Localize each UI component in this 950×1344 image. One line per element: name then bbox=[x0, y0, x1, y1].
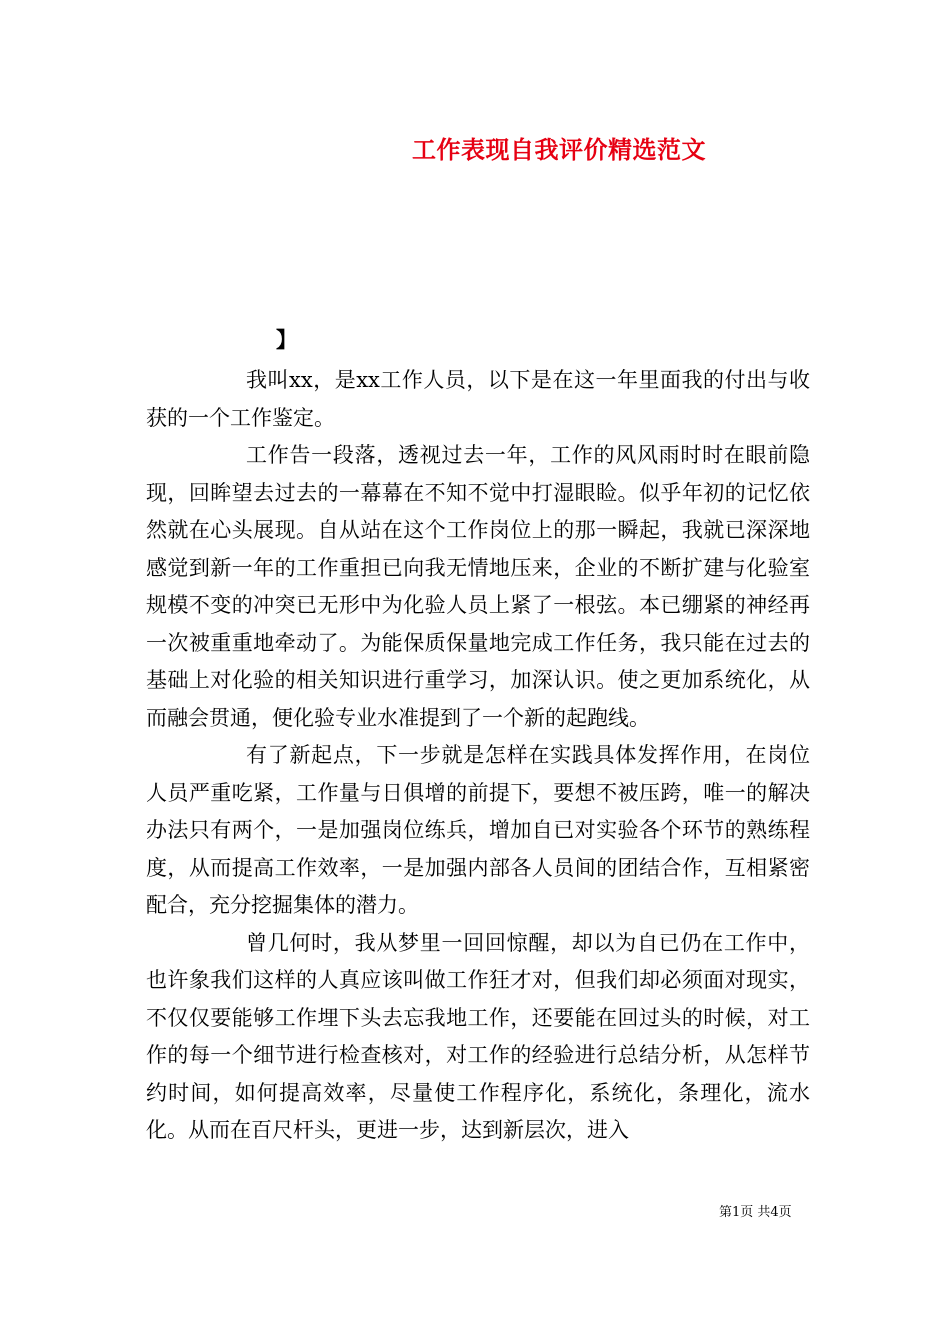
document-title: 工作表现自我评价精选范文 bbox=[412, 135, 706, 164]
document-body bbox=[146, 362, 810, 1150]
paragraph-new-start: 有了新起点，下一步就是怎样在实践具体发挥作用，在岗位人员严重吃紧，工作量与日俱增的前提下，要想不被压跨，唯一的解决办法只有两个，一是加强岗位练兵，增加自已对实验各个环节的熟练程度，从而提高工作效率，一是加强内部各人员间的团结合作，互相紧密配合，充分挖掘集体的潜力。 bbox=[146, 743, 810, 917]
bracket-mark: 】 bbox=[276, 327, 297, 352]
paragraph-intro: 我叫xx，是xx工作人员，以下是在这一年里面我的付出与收获的一个工作鉴定。 bbox=[146, 368, 810, 430]
paragraph-review: 工作告一段落，透视过去一年，工作的风风雨时时在眼前隐现，回眸望去过去的一幕幕在不知不觉中打湿眼睑。似乎年初的记忆依然就在心头展现。自从站在这个工作岗位上的那一瞬起，我就已深深地感觉到新一年的工作重担已向我无情地压来，企业的不断扩建与化验室规模不变的冲突已无形中为化验人员上紧了一根弦。本已绷紧的神经再一次被重重地牵动了。为能保质保量地完成工作任务，我只能在过去的基础上对化验的相关知识进行重学习，加深认识。使之更加系统化，从而融会贯通，便化验专业水准提到了一个新的起跑线。 bbox=[146, 443, 810, 730]
page-number: 第1页 共4页 bbox=[719, 1205, 792, 1220]
paragraph-reflection: 曾几何时，我从梦里一回回惊醒，却以为自已仍在工作中，也许象我们这样的人真应该叫做工作狂才对，但我们却必须面对现实，不仅仅要能够工作埋下头去忘我地工作，还要能在回过头的时候，对工作的每一个细节进行检查核对，对工作的经验进行总结分析，从怎样节约时间，如何提高效率，尽量使工作程序化，系统化，条理化，流水化。从而在百尺杆头，更进一步，达到新层次，进入 bbox=[146, 930, 810, 1142]
